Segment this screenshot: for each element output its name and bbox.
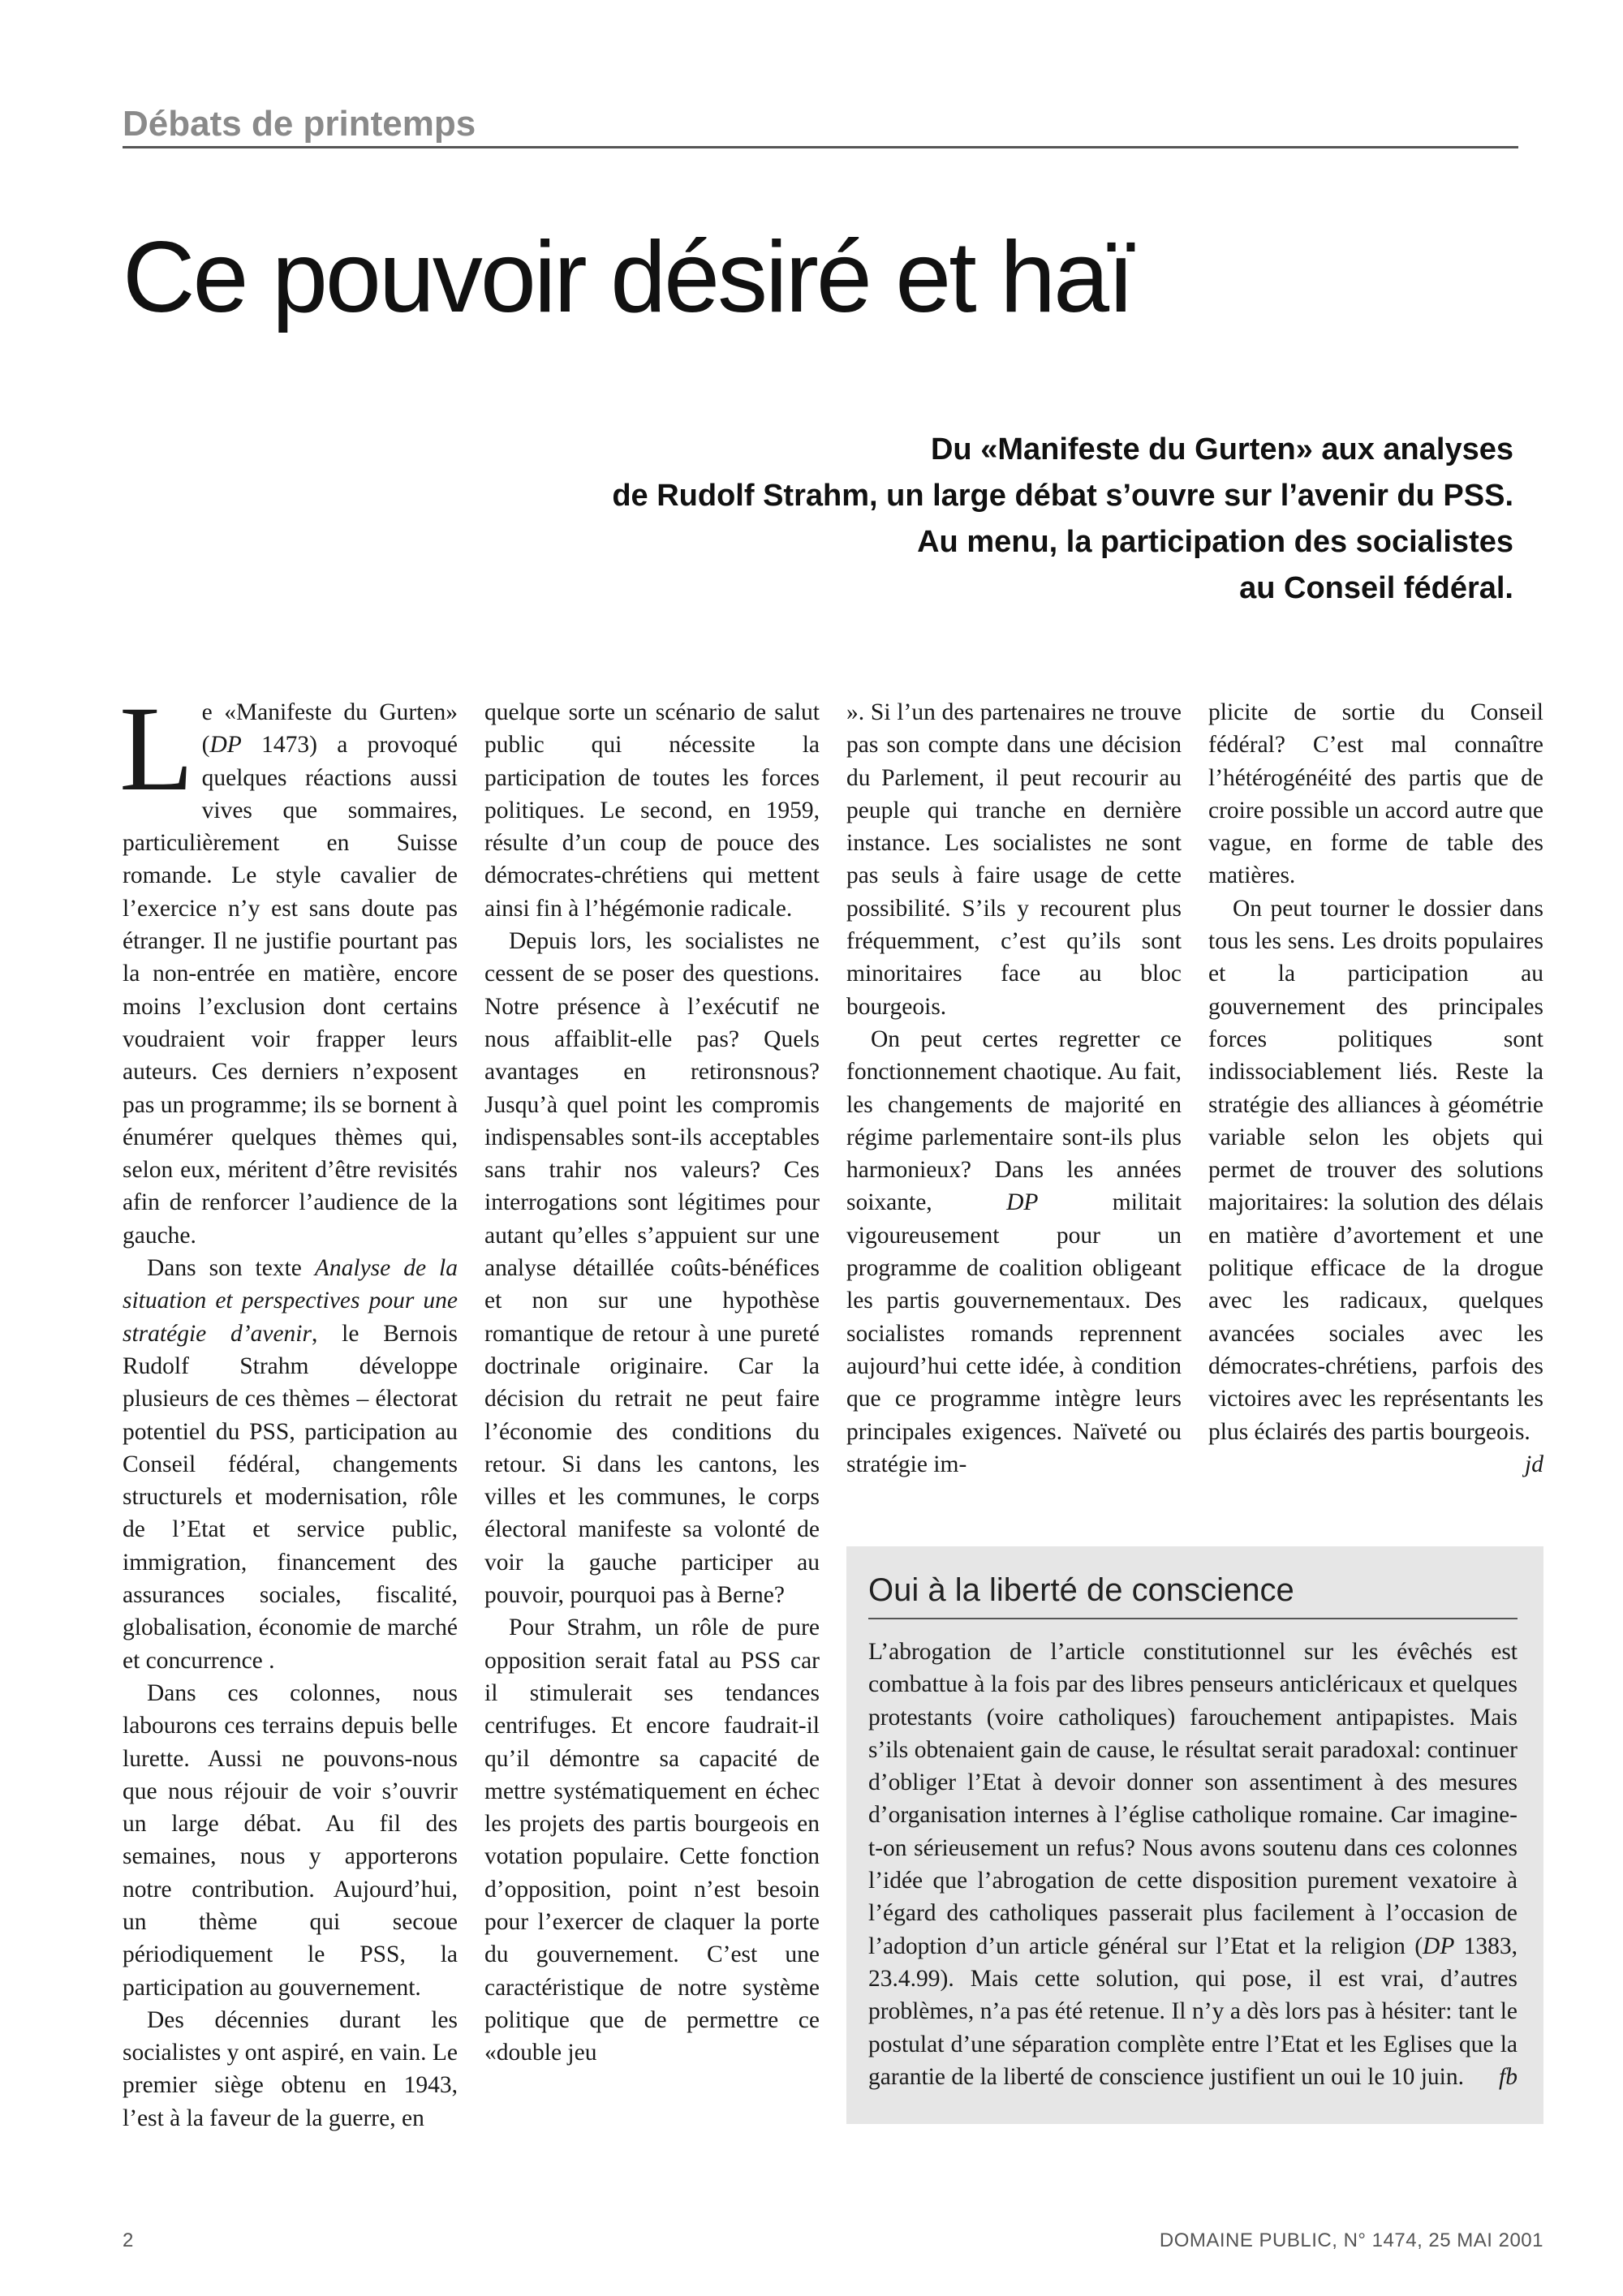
publication-info: DOMAINE PUBLIC, N° 1474, 25 MAI 2001: [1159, 2229, 1543, 2251]
paragraph: On peut tourner le dossier dans tous les sens. Les droits populaires et la participation au gouvernement des principales forces politiques sont indissociablement liés. Reste la stratégie des alliances à géométrie variable selon les objets qui permet de trouver des solutions majoritaires: la solution des délais en matière d’avortement et une politique efficace de la drogue avec les radicaux, quelques avancées sociales avec les démocrates-chrétiens, parfois des victoires avec les représentants les plus éclairés des partis bourgeois. jd: [1208, 892, 1543, 1448]
lead-line: Du «Manifeste du Gurten» aux analyses: [930, 432, 1513, 467]
article-title: Ce pouvoir désiré et haï: [123, 221, 1133, 333]
paragraph: Le «Manifeste du Gurten» (DP 1473) a provoqué quelques réactions aussi vives que sommaires, particulièrement en Suisse romande. Le style cavalier de l’exercice n’y est sans doute pas étranger. Il ne justifie pourtant pas la non-entrée en matière, encore moins l’exclusion dont certains voudraient voir frapper leurs auteurs. Ces derniers n’exposent pas un programme; ils se bornent à énumérer quelques thèmes qui, selon eux, méritent d’être revisités afin de renforcer l’audience de la gauche.: [119, 681, 458, 1249]
section-label: Débats de printemps: [123, 101, 1518, 148]
article-column-2: [484, 696, 820, 2069]
article-column-3: [846, 696, 1182, 1481]
article-lead: [296, 427, 1513, 612]
lead-line: de Rudolf Strahm, un large débat s’ouvre sur l’avenir du PSS.: [612, 479, 1513, 513]
article-column-4: [1208, 696, 1543, 1491]
paragraph: On peut certes regretter ce fonctionnement chaotique. Au fait, les changements de majorité en régime parlementaire sont-ils plus harmonieux? Dans les années soixante, DP militait vigoureusement pour un programme de coalition obligeant les partis gouvernementaux. Des socialistes romands reprennent aujourd’hui cette idée, à condition que ce programme intègre leurs principales exigences. Naïveté ou stratégie im-: [846, 1025, 1182, 1477]
paragraph: Dans son texte Analyse de la situation et perspectives pour une stratégie d’avenir, le Bernois Rudolf Strahm développe plusieurs de ces thèmes – électorat potentiel du PSS, participation au Conseil fédéral, changements structurels et modernisation, rôle de l’Etat et service public, immigration, financement des assurances sociales, fiscalité, globalisation, économie de marché et concurrence .: [123, 1255, 458, 1674]
cited-title: Analyse de la situation et perspectives pour une stratégie d’avenir: [123, 1255, 458, 1347]
paragraph: ». Si l’un des partenaires ne trouve pas son compte dans une décision du Parlement, il peut recourir au peuple qui tranche en dernière instance. Les socialistes ne sont pas seuls à faire usage de cette possibilité. S’ils y recourent plus fréquemment, c’est qu’ils sont minoritaires face au bloc bourgeois.: [846, 699, 1182, 1020]
drop-cap: L: [119, 681, 194, 816]
sidebar-box-body: [868, 1636, 1518, 2093]
sidebar-box-title: Oui à la liberté de conscience: [868, 1567, 1518, 1619]
paragraph: L’abrogation de l’article constitutionnel sur les évêchés est combattue à la fois par des libres penseurs anticléricaux et quelques protestants (voire catholiques) farouchement antipapistes. Mais s’ils obtenaient gain de cause, le résultat serait paradoxal: continuer d’obliger l’Etat à devoir donner son assentiment à des mesures d’organisation internes à l’église catholique romaine. Car imagine-t-on sérieusement un refus? Nous avons soutenu dans ces colonnes l’idée que l’abrogation de cette disposition purement vexatoire à l’égard des catholiques passerait plus facilement à l’occasion de l’adoption d’un article général sur l’Etat et la religion (DP 1383, 23.4.99). Mais cette solution, qui pose, il est vrai, d’autres problèmes, n’a pas été retenue. Il n’y a dès lors pas à hésiter: tant le postulat d’une séparation complète entre l’Etat et les Eglises que la garantie de la liberté de conscience justifient un oui le 10 juin. fb: [868, 1636, 1518, 2093]
article-column-1: [119, 681, 458, 2135]
paragraph: quelque sorte un scénario de salut public qui nécessite la participation de toutes les forces politiques. Le second, en 1959, résulte d’un coup de pouce des démocrates-chrétiens qui mettent ainsi fin à l’hégémonie radicale.: [484, 699, 820, 922]
lead-line: au Conseil fédéral.: [1239, 571, 1513, 605]
page-number: 2: [123, 2229, 134, 2251]
sidebar-box: [846, 1546, 1543, 2124]
author-signature: fb: [1499, 2063, 1518, 2090]
paragraph: Dans ces colonnes, nous labourons ces terrains depuis belle lurette. Aussi ne pouvons-nous que nous réjouir de voir s’ouvrir un large débat. Au fil des semaines, nous y apporterons notre contribution. Aujourd’hui, un thème qui secoue périodiquement le PSS, la participation au gouvernement.: [123, 1679, 458, 2001]
paragraph: Pour Strahm, un rôle de pure opposition serait fatal au PSS car il stimulerait ses tendances centrifuges. Et encore faudrait-il qu’il démontre sa capacité de mettre systématiquement en échec les projets des partis bourgeois en votation populaire. Cette fonction d’opposition, point n’est besoin pour l’exercer de claquer la porte du gouvernement. C’est une caractéristique de notre système politique que de permettre ce «double jeu: [484, 1615, 820, 2066]
paragraph: plicite de sortie du Conseil fédéral? C’est mal connaître l’hétérogénéité des partis que de croire possible un accord autre que vague, en forme de table des matières.: [1208, 699, 1543, 889]
paragraph: Des décennies durant les socialistes y ont aspiré, en vain. Le premier siège obtenu en 1943, l’est à la faveur de la guerre, en: [123, 2006, 458, 2131]
lead-line: Au menu, la participation des socialistes: [917, 525, 1513, 559]
author-signature: jd: [1525, 1451, 1543, 1477]
paragraph: Depuis lors, les socialistes ne cessent de se poser des questions. Notre présence à l’exécutif ne nous affaiblit-elle pas? Quels avantages en retironsnous? Jusqu’à quel point les compromis indispensables sont-ils acceptables sans trahir nos valeurs? Ces interrogations sont légitimes pour autant qu’elles s’appuient sur une analyse détaillée coûts-bénéfices et non sur une hypothèse romantique de retour à une pureté doctrinale originaire. Car la décision du retrait ne peut faire l’économie des conditions du retour. Si dans les cantons, les villes et les communes, le corps électoral manifeste sa volonté de voir la gauche participer au pouvoir, pourquoi pas à Berne?: [484, 928, 820, 1609]
